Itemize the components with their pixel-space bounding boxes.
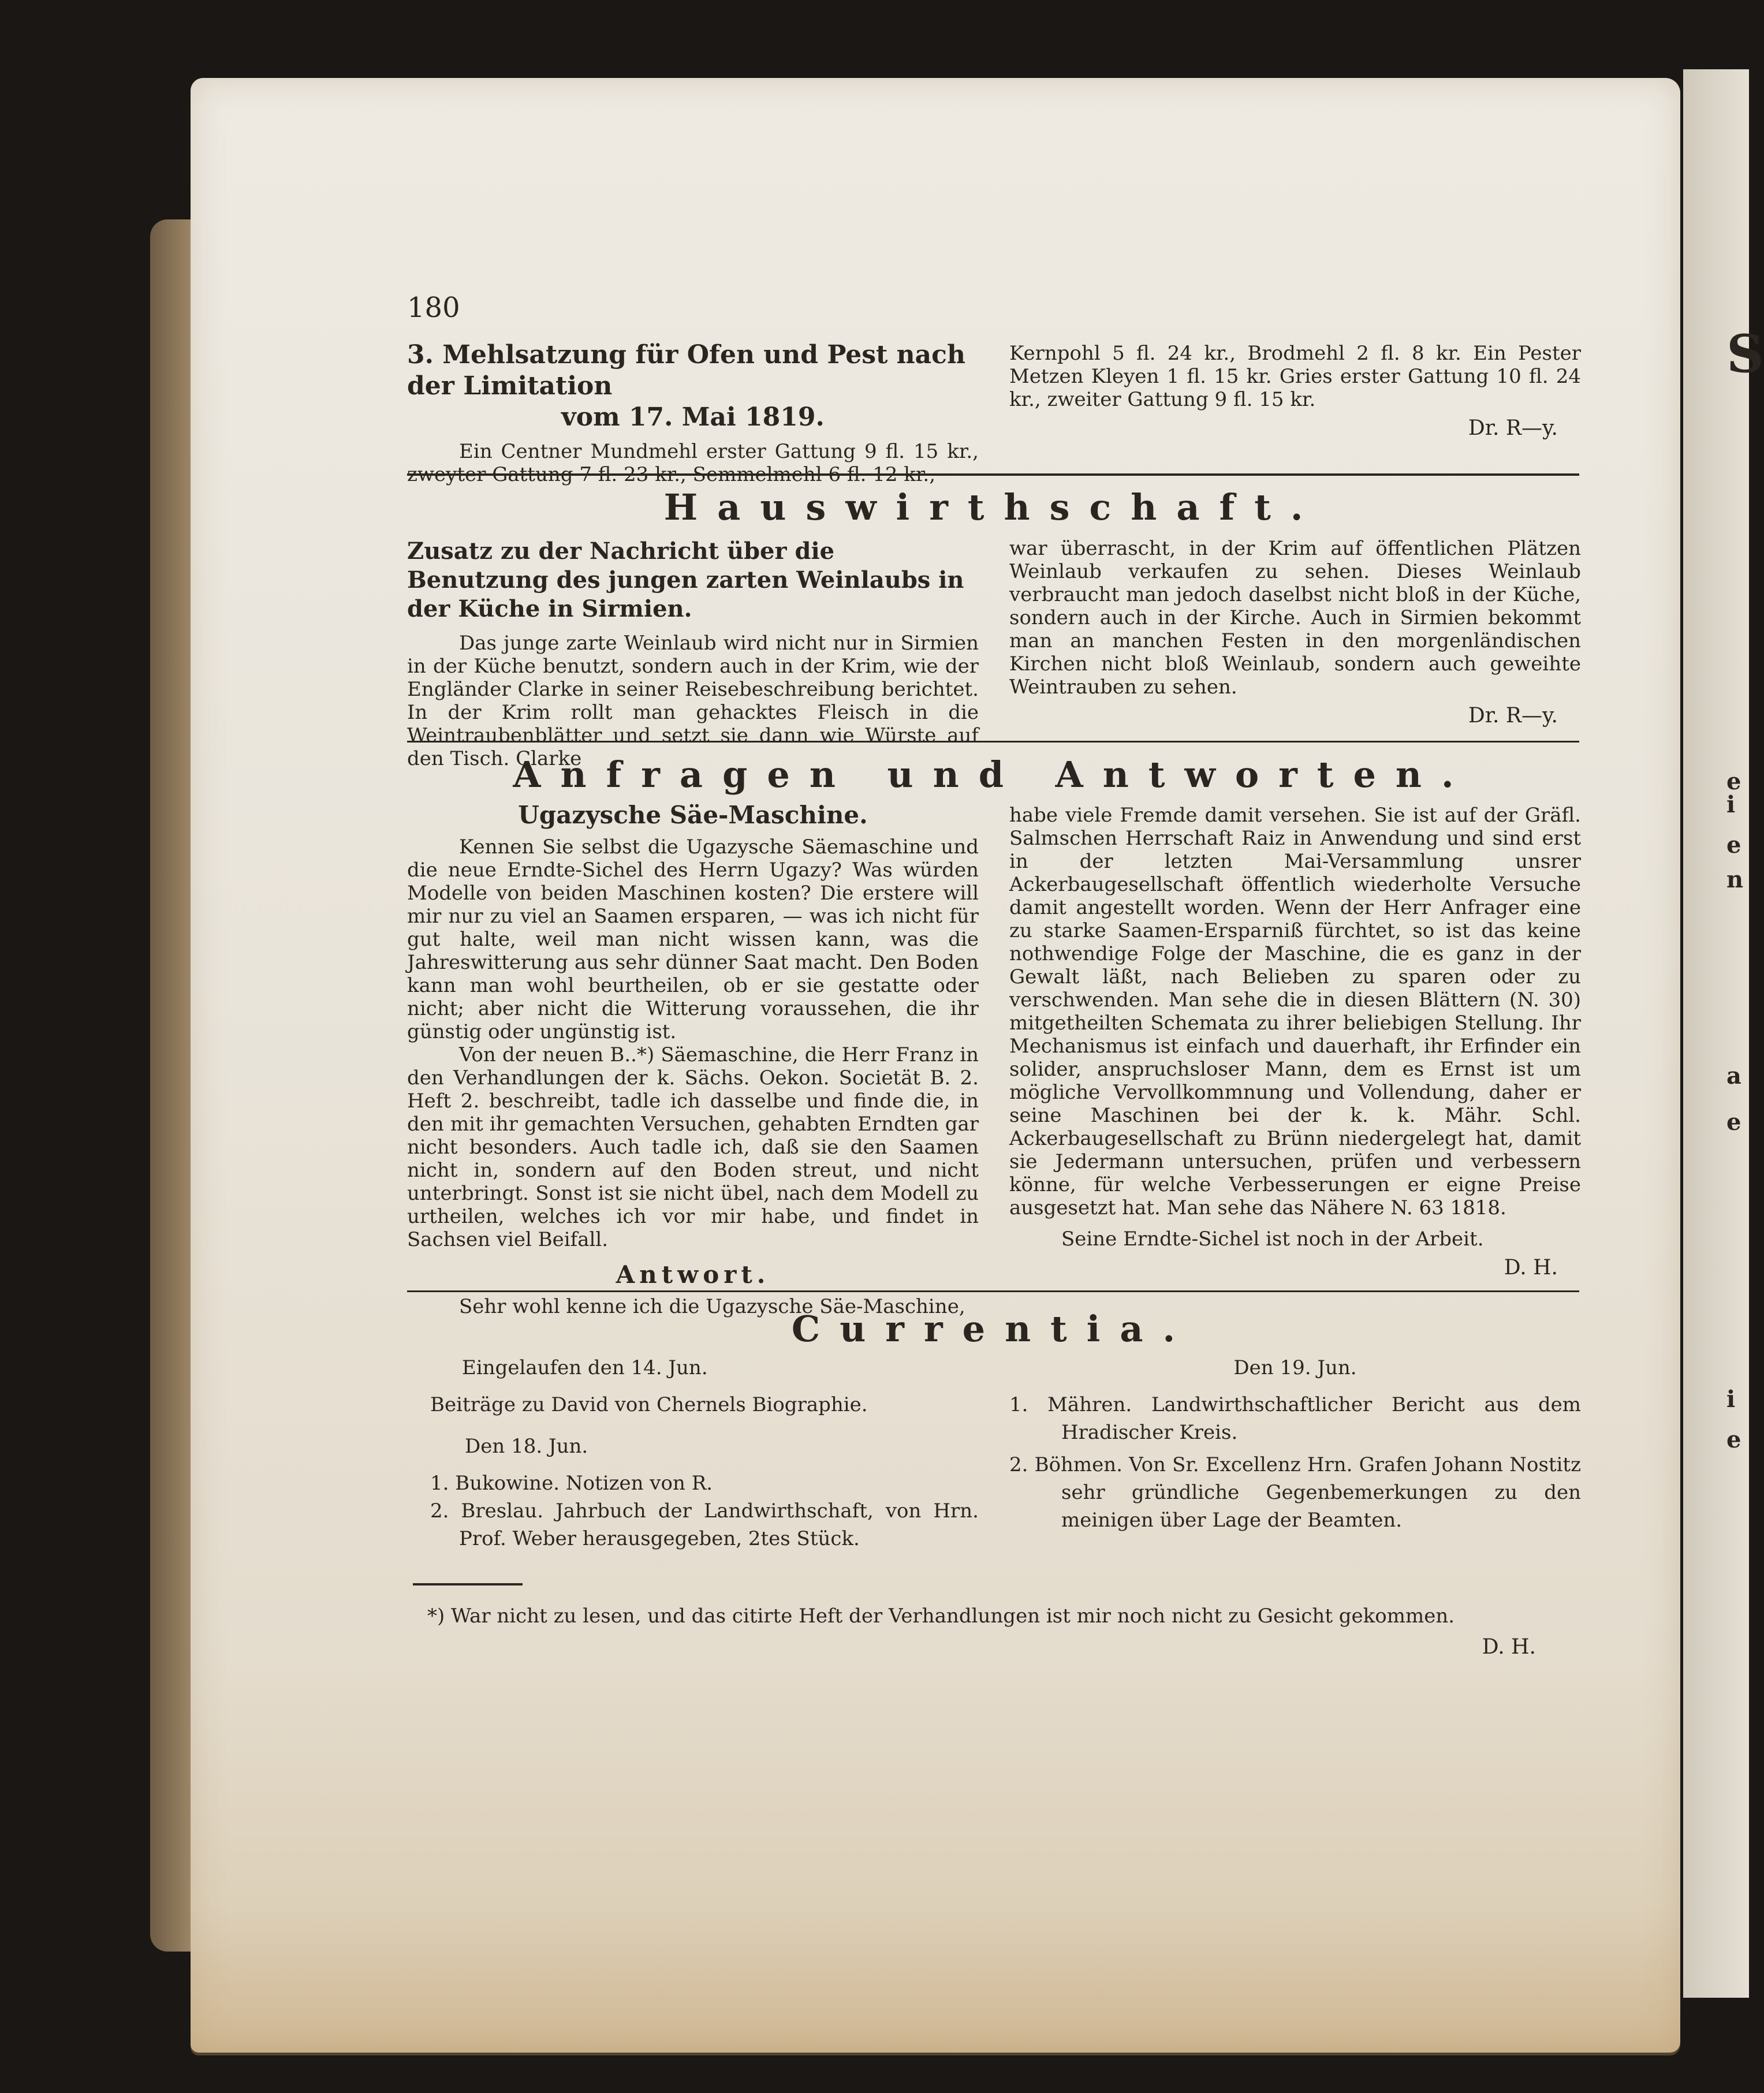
currentia-date: Den 19. Jun. bbox=[1233, 1356, 1357, 1379]
mehlsatzung-left-column bbox=[407, 339, 979, 486]
question-paragraph: Von der neuen B..*) Säemaschine, die Herr Franz in den Verhandlungen der k. Sächs. Oekon. Societät B. 2. Heft 2. beschreibt, tadle ich dasselbe und finde die, in den mit ihr gemachten Versuchen, gehabten Erndten gar nicht besonders. Auch tadle ich, daß sie den Saamen nicht in, sondern auf den Boden streut, und nicht unterbringt. Sonst ist sie nicht übel, nach dem Modell zu urtheilen, welches ich vor mir habe, und findet in Sachsen viel Beifall. bbox=[407, 1043, 979, 1251]
answer-note: Seine Erndte-Sichel ist noch in der Arbeit. bbox=[1061, 1228, 1484, 1251]
mehlsatzung-right-column bbox=[1009, 342, 1581, 440]
footnote-divider bbox=[413, 1583, 523, 1585]
anfragen-left-column bbox=[407, 800, 979, 1318]
hauswirthschaft-signature: Dr. R—y. bbox=[1468, 704, 1558, 727]
anfragen-heading: Ugazysche Säe-Maschine. bbox=[518, 801, 868, 829]
hauswirthschaft-left-column bbox=[407, 537, 979, 770]
next-page-letter: i bbox=[1726, 1386, 1736, 1413]
section-divider bbox=[407, 1290, 1579, 1292]
section-title-anfragen: Anfragen und Antworten. bbox=[513, 753, 1474, 796]
hauswirthschaft-text-right: war überrascht, in der Krim auf öffentlichen Plätzen Weinlaub verkaufen zu sehen. Dieses Weinlaub verbraucht man jedoch daselbst nicht bloß in der Küche, sondern auch in der Kirche. Auch in Sirmien bekommt man an manchen Festen in den morgenländischen Kirchen nicht bloß Weinlaub, sondern auch geweihte Weintrauben zu sehen. bbox=[1009, 537, 1581, 699]
section-divider bbox=[407, 741, 1579, 743]
mehlsatzung-title-date: vom 17. Mai 1819. bbox=[561, 402, 825, 432]
next-page-letter: S bbox=[1726, 323, 1764, 385]
answer-text-left: Sehr wohl kenne ich die Ugazysche Säe-Maschine, bbox=[459, 1295, 965, 1318]
next-page-letter: i bbox=[1726, 791, 1736, 818]
hauswirthschaft-text-left: Das junge zarte Weinlaub wird nicht nur in Sirmien in der Küche benutzt, sondern auch in der Krim, wie der Engländer Clarke in seiner Reisebeschreibung berichtet. In der Krim rollt man gehacktes Fleisch in die Weintraubenblätter und setzt sie dann wie Würste auf den Tisch. Clarke bbox=[407, 632, 979, 770]
hauswirthschaft-right-column bbox=[1009, 537, 1581, 727]
next-page-letter: e bbox=[1726, 1109, 1741, 1136]
currentia-item: 2. Breslau. Jahrbuch der Landwirthschaft, von Hrn. Prof. Weber herausgegeben, 2tes Stück. bbox=[430, 1499, 979, 1550]
anfragen-signature: D. H. bbox=[1504, 1256, 1558, 1279]
next-page-letter: n bbox=[1726, 866, 1744, 893]
page-number: 180 bbox=[407, 292, 460, 324]
currentia-date: Eingelaufen den 14. Jun. bbox=[462, 1356, 708, 1379]
currentia-right-column bbox=[1009, 1354, 1581, 1534]
mehlsatzung-title: 3. Mehlsatzung für Ofen und Pest nach der Limitation bbox=[407, 340, 965, 401]
hauswirthschaft-heading: Zusatz zu der Nachricht über die Benutzung des jungen zarten Weinlaubs in der Küche in Sirmien. bbox=[407, 538, 964, 622]
currentia-item: 2. Böhmen. Von Sr. Excellenz Hrn. Grafen Johann Nostitz sehr gründliche Gegenbemerkungen zu den meinigen über Lage der Beamten. bbox=[1009, 1453, 1581, 1532]
next-page-letter: e bbox=[1726, 768, 1741, 795]
currentia-date: Den 18. Jun. bbox=[465, 1435, 588, 1458]
mehlsatzung-text-left: Ein Centner Mundmehl erster Gattung 9 fl. 15 kr., zweyter Gattung 7 fl. 23 kr., Semmelmehl 6 fl. 12 kr., bbox=[407, 440, 979, 486]
currentia-item: 1. Bukowine. Notizen von R. bbox=[430, 1472, 713, 1495]
currentia-left-column bbox=[430, 1354, 979, 1553]
footnote bbox=[427, 1602, 1559, 1659]
section-title-currentia: Currentia. bbox=[791, 1308, 1195, 1350]
mehlsatzung-text-right: Kernpohl 5 fl. 24 kr., Brodmehl 2 fl. 8 kr. Ein Pester Metzen Kleyen 1 fl. 15 kr. Gries erster Gattung 10 fl. 24 kr., zweiter Gattung 9 fl. 15 kr. bbox=[1009, 342, 1581, 411]
section-divider bbox=[407, 473, 1579, 476]
next-page-letter: e bbox=[1726, 1426, 1741, 1453]
answer-text-right: habe viele Fremde damit versehen. Sie ist auf der Gräfl. Salmschen Herrschaft Raiz in Anwendung und sind erst in der letzten Mai-Versammlung unsrer Ackerbaugesellschaft öffentlich wiederholte Versuche damit angestellt worden. Wenn der Herr Anfrager eine zu starke Saamen-Ersparniß fürchtet, so ist das keine nothwendige Folge der Maschine, die es ganz in der Gewalt läßt, nach Belieben zu sparen oder zu verschwenden. Man sehe die in diesen Blättern (N. 30) mitgetheilten Schemata zu ihrer beliebigen Stellung. Ihr Mechanismus ist einfach und dauerhaft, ihr Erfinder ein solider, anspruchsloser Mann, dem es Ernst ist um mögliche Vervollkommnung und Vollendung, daher er seine Maschinen bei der k. k. Mähr. Schl. Ackerbaugesellschaft zu Brünn niedergelegt hat, damit sie Jedermann untersuchen, prüfen und verbessern könne, für welche Verbesserungen er eigne Preise ausgesetzt hat. Man sehe das Nähere N. 63 1818. bbox=[1009, 804, 1581, 1219]
question-paragraph: Kennen Sie selbst die Ugazysche Säemaschine und die neue Erndte-Sichel des Herrn Ugazy? Was würden Modelle von beiden Maschinen kosten? Die erstere will mir nur zu viel an Saamen ersparen, — was ich nicht für gut halte, weil man nicht wissen kann, was die Jahreswitterung aus sehr dünner Saat macht. Den Boden kann man wohl beurtheilen, ob er sie gestatte oder nicht; aber nicht die Witterung voraussehen, die ihr günstig oder ungünstig ist. bbox=[407, 835, 979, 1043]
mehlsatzung-signature: Dr. R—y. bbox=[1468, 416, 1558, 440]
next-page-letter: e bbox=[1726, 831, 1741, 859]
answer-heading: Antwort. bbox=[616, 1260, 770, 1289]
anfragen-right-column bbox=[1009, 804, 1581, 1279]
footnote-text: *) War nicht zu lesen, und das citirte Heft der Verhandlungen ist mir noch nicht zu Gesicht gekommen. bbox=[427, 1605, 1455, 1628]
currentia-item: 1. Mähren. Landwirthschaftlicher Bericht aus dem Hradischer Kreis. bbox=[1009, 1393, 1581, 1444]
next-page-letter: a bbox=[1726, 1062, 1741, 1090]
page-stain bbox=[191, 1905, 1680, 2055]
footnote-signature: D. H. bbox=[1482, 1635, 1536, 1659]
section-title-hauswirthschaft: Hauswirthschaft. bbox=[663, 486, 1323, 528]
currentia-entry: Beiträge zu David von Chernels Biographie. bbox=[430, 1393, 868, 1416]
